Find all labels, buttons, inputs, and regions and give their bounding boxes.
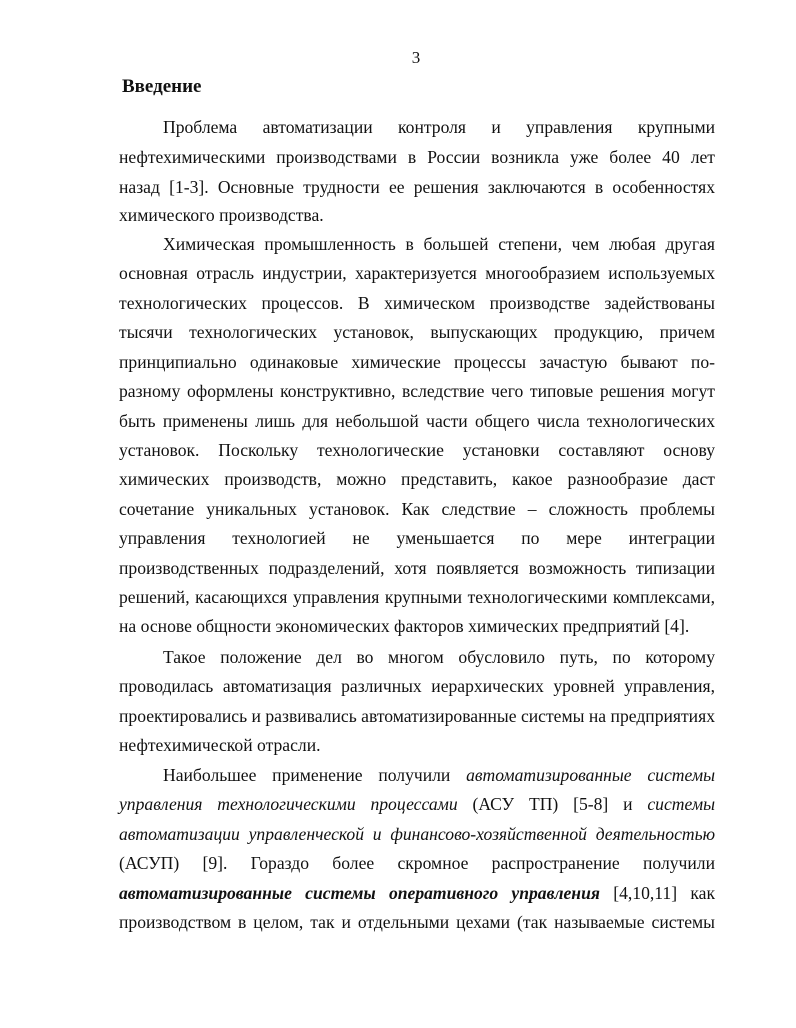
paragraph-4-line-1-plain: Наибольшее применение получили bbox=[163, 765, 451, 785]
paragraph-2-line-11: управления технологией не уменьшается по мере интеграции bbox=[119, 528, 715, 548]
paragraph-1-line-2: нефтехимическими производствами в России возникла уже более 40 лет bbox=[119, 147, 715, 167]
paragraph-3-line-4: нефтехимической отрасли. bbox=[119, 735, 321, 755]
paragraph-1-line-1: Проблема автоматизации контроля и управления крупными bbox=[163, 117, 715, 137]
paragraph-2-line-5: принципиально одинаковые химические процессы зачастую бывают по- bbox=[119, 352, 715, 372]
paragraph-2-line-10: сочетание уникальных установок. Как следствие – сложность проблемы bbox=[119, 499, 715, 519]
paragraph-4-line-1 bbox=[163, 764, 715, 786]
paragraph-3-line-2: проводилась автоматизация различных иерархических уровней управления, bbox=[119, 676, 715, 696]
paragraph-4-line-2-italic-2: системы bbox=[647, 794, 715, 814]
paragraph-1-line-3: назад [1-3]. Основные трудности ее решения заключаются в особенностях bbox=[119, 177, 715, 197]
paragraph-2-line-14: на основе общности экономических факторов химических предприятий [4]. bbox=[119, 616, 690, 636]
page-number: 3 bbox=[411, 48, 421, 67]
paragraph-2-line-4: тысячи технологических установок, выпускающих продукцию, причем bbox=[119, 322, 715, 342]
paragraph-4-line-5-plain: [4,10,11] как bbox=[613, 883, 715, 903]
paragraph-1-line-4: химического производства. bbox=[119, 205, 324, 225]
paragraph-4-line-6: производством в целом, так и отдельными цехами (так называемые системы bbox=[119, 912, 715, 932]
paragraph-3-line-1: Такое положение дел во многом обусловило путь, по которому bbox=[163, 647, 715, 667]
paragraph-2-line-13: решений, касающихся управления крупными технологическими комплексами, bbox=[119, 587, 715, 607]
paragraph-4-line-5-bold-italic: автоматизированные системы оперативного управления bbox=[119, 883, 600, 903]
paragraph-2-line-2: основная отрасль индустрии, характеризуется многообразием используемых bbox=[119, 263, 715, 283]
section-heading: Введение bbox=[122, 76, 202, 97]
paragraph-4-line-2 bbox=[119, 793, 715, 815]
paragraph-2-line-9: химических производств, можно представить, какое разнообразие даст bbox=[119, 469, 715, 489]
paragraph-4-line-2-plain: (АСУ ТП) [5-8] и bbox=[472, 794, 633, 814]
paragraph-2-line-6: разному оформлены конструктивно, вследствие чего типовые решения могут bbox=[119, 381, 715, 401]
paragraph-4-line-4: (АСУП) [9]. Гораздо более скромное распространение получили bbox=[119, 853, 715, 873]
paragraph-2-line-3: технологических процессов. В химическом производстве задействованы bbox=[119, 293, 715, 313]
paragraph-2-line-7: быть применены лишь для небольшой части общего числа технологических bbox=[119, 411, 715, 431]
paragraph-4-line-2-italic: управления технологическими процессами bbox=[119, 794, 458, 814]
paragraph-2-line-12: производственных подразделений, хотя появляется возможность типизации bbox=[119, 558, 715, 578]
paragraph-4-line-3: автоматизации управленческой и финансово-хозяйственной деятельностью bbox=[119, 824, 715, 844]
paragraph-2-line-8: установок. Поскольку технологические установки составляют основу bbox=[119, 440, 715, 460]
paragraph-4-line-1-italic: автоматизированные системы bbox=[466, 765, 715, 785]
paragraph-4-line-5 bbox=[119, 882, 715, 904]
paragraph-2-line-1: Химическая промышленность в большей степени, чем любая другая bbox=[163, 234, 715, 254]
paragraph-3-line-3: проектировались и развивались автоматизированные системы на предприятиях bbox=[119, 706, 715, 726]
